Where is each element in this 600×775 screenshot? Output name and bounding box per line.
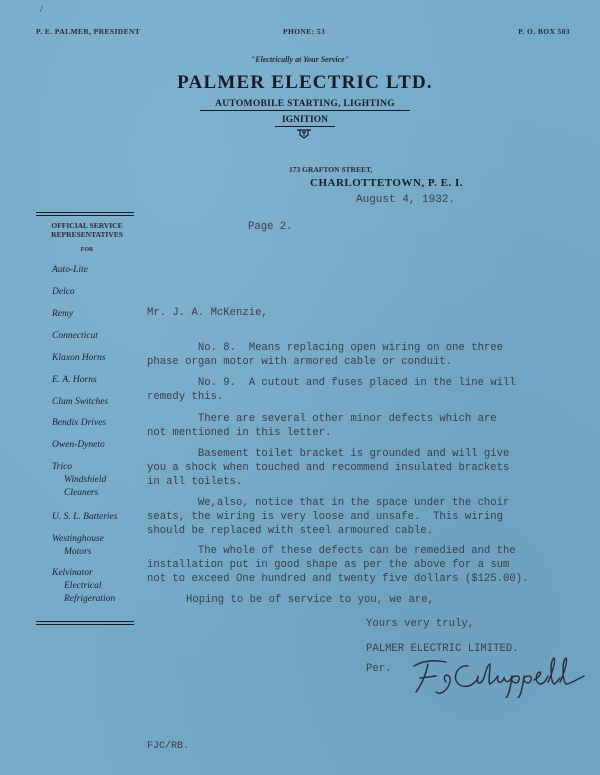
brand-item: Remy (52, 309, 74, 319)
brand-line: Cleaners (64, 488, 99, 498)
letter-date: August 4, 1932. (356, 194, 456, 206)
brand-item: Owen-Dyneto (52, 440, 105, 450)
brand-line: Windshield (64, 475, 107, 485)
brand-item-kelvinator (52, 567, 142, 606)
po-box: P. O. BOX 503 (518, 27, 570, 36)
corner-mark: / (40, 4, 43, 14)
street-address: 173 GRAFTON STREET, (289, 165, 373, 174)
brand-item-westinghouse (52, 533, 142, 559)
city-address: CHARLOTTETOWN, P. E. I. (310, 177, 464, 189)
page-number: Page 2. (248, 221, 293, 233)
president-name: P. E. PALMER, PRESIDENT (36, 27, 141, 36)
body-paragraph: No. 8. Means replacing open wiring on one three phase organ motor with armored cable or conduit. (147, 342, 504, 368)
brand-line: Trico (52, 462, 73, 472)
services-line-1: AUTOMOBILE STARTING, LIGHTING (200, 99, 410, 111)
body-paragraph: Basement toilet bracket is grounded and will give you a shock when touched and recommend insulated brackets in all toilets. (147, 448, 510, 488)
sidebar-for-label: FOR (80, 247, 94, 253)
brand-item: Auto-Lite (52, 265, 88, 275)
brand-item: Bendix Drives (52, 418, 107, 428)
sidebar-rule-bottom (36, 621, 134, 625)
body-paragraph: The whole of these defects can be remedied and the installation put in good shape as per the above for a sum not to exceed One hundred and twenty five dollars ($125.00). (147, 545, 529, 585)
brand-item: Klaxon Horns (52, 353, 106, 363)
body-paragraph: Hoping to be of service to you, we are, (186, 594, 434, 606)
brand-line: Kelvinator (52, 568, 93, 578)
brand-item-trico (52, 461, 142, 500)
body-paragraph: We,also, notice that in the space under the choir seats, the wiring is very loose and unsafe. This wiring should be replaced with steel armoured cable. (147, 497, 510, 537)
brand-item: Connecticut (52, 331, 98, 341)
brand-line: Electrical (64, 581, 102, 591)
company-name: PALMER ELECTRIC LTD. (177, 72, 433, 93)
services-line-2: IGNITION (275, 115, 335, 127)
handwritten-signature (406, 652, 591, 698)
brand-item: Delco (52, 287, 75, 297)
brand-item: E. A. Horns (52, 375, 97, 385)
brand-line: Motors (64, 547, 92, 557)
typist-initials: FJC/RB. (147, 741, 190, 752)
addressee: Mr. J. A. McKenzie, (147, 307, 268, 319)
brand-item: Clum Switches (52, 397, 109, 407)
phone-number: PHONE: 53 (283, 27, 326, 36)
body-paragraph: There are several other minor defects which are not mentioned in this letter. (147, 413, 497, 439)
signature-company: PALMER ELECTRIC LIMITED. (366, 643, 519, 655)
company-logo-icon (296, 129, 312, 139)
brand-line: Refrigeration (64, 594, 116, 604)
brand-line: Westinghouse (52, 534, 104, 544)
sidebar-rule-top (36, 212, 134, 216)
body-paragraph: No. 9. A cutout and fuses placed in the line will remedy this. (147, 377, 516, 403)
company-slogan: "Electrically at Your Service" (250, 55, 350, 64)
closing-line: Yours very truly, (366, 618, 475, 630)
per-label: Per. (366, 663, 392, 675)
sidebar-title: OFFICIAL SERVICE REPRESENTATIVES (51, 221, 123, 239)
brand-item: U. S. L. Batteries (52, 512, 118, 522)
